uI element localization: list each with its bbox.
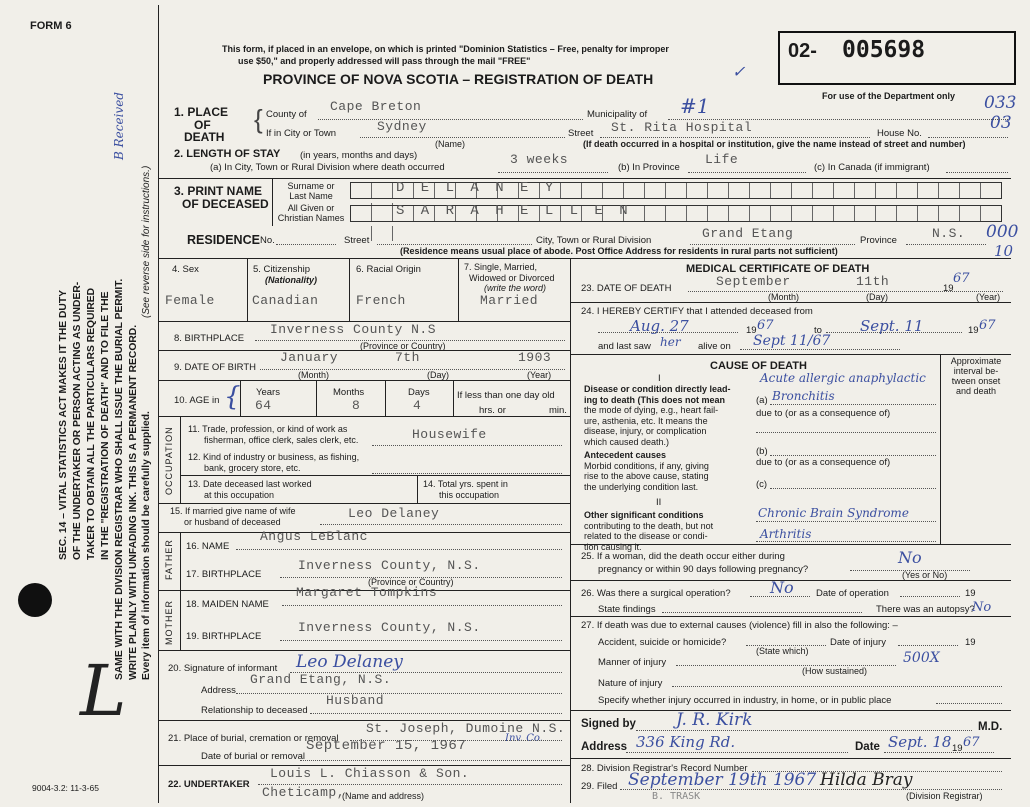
name-address-caption: (Name and address): [342, 791, 425, 801]
statute-line: WRITE PLAINLY WITH UNFADING INK. THIS IS A PERMANENT RECORD.: [128, 324, 139, 680]
burial-place-label: 21. Place of burial, cremation or removal: [168, 733, 339, 744]
label-line: this occupation: [439, 490, 500, 500]
age-brace-mark: {: [224, 382, 241, 412]
registration-number: 005698: [842, 37, 926, 63]
registrar-signature: Hilda Bray: [820, 770, 913, 790]
month-caption: (Month): [298, 370, 330, 380]
punch-hole: [18, 583, 52, 617]
birthplace-value: Inverness County N.S: [270, 322, 437, 337]
dod-month: September: [716, 274, 791, 289]
check-mark-icon: ✓: [732, 62, 746, 81]
year-prefix: 19: [965, 637, 976, 648]
see-reverse-note: (See reverse side for instructions.): [141, 165, 152, 318]
citizenship-value: Canadian: [252, 293, 319, 308]
state-findings-label: State findings: [598, 604, 656, 615]
province-country-caption: (Province or Country): [360, 341, 446, 351]
section-i: I: [658, 373, 661, 384]
year-prefix: 19: [746, 325, 757, 336]
residence-label: RESIDENCE: [187, 233, 260, 247]
length-of-stay-label: 2. LENGTH OF STAY: [174, 148, 281, 160]
residence-note: (Residence means usual place of abode. Post Office Address for residents in rural parts not sufficient): [400, 246, 838, 256]
surgical-operation-label: 26. Was there a surgical operation?: [581, 588, 731, 599]
spouse-label: [170, 506, 296, 528]
cause-a-line1: Acute allergic anaphylactic: [760, 371, 926, 385]
dod-year: 67: [953, 271, 970, 286]
house-number-label: House No.: [877, 128, 922, 139]
hospital-note: (If death occurred in a hospital or institution, give the name instead of street and number): [583, 139, 966, 149]
supplied-note: Every item of information should be carefully supplied.: [141, 411, 152, 680]
label-line: at this occupation: [204, 490, 275, 500]
date-of-operation-label: Date of operation: [816, 588, 889, 599]
statute-block-2: [113, 279, 141, 680]
other-condition-2: Arthritis: [760, 527, 812, 541]
autopsy-label: There was an autopsy?: [876, 604, 975, 615]
antecedent-label: [584, 450, 709, 492]
residence-province-label: Province: [860, 235, 897, 246]
label-line: Christian Names: [277, 213, 345, 223]
label-line: 7. Single, Married,: [464, 262, 538, 272]
father-birthplace-label: 17. BIRTHPLACE: [186, 569, 262, 580]
stay-canada-label: (c) In Canada (if immigrant): [814, 162, 930, 173]
year-prefix: 19: [968, 325, 979, 336]
physician-signature: J. R. Kirk: [676, 710, 753, 730]
label-line: the underlying condition last.: [584, 481, 699, 492]
month-caption: (Month): [768, 292, 800, 302]
physician-address: 336 King Rd.: [636, 733, 736, 751]
label-line: OF DECEASED: [182, 197, 269, 211]
burial-place-value: St. Joseph, Dumoine N.S.: [366, 721, 566, 736]
cause-a-label: (a): [756, 395, 768, 406]
undertaker-address: Cheticamp,: [262, 785, 346, 800]
label-line: tween onset: [951, 376, 1001, 386]
city-label: If in City or Town: [266, 128, 337, 139]
undertaker-value: Louis L. Chiasson & Son.: [270, 766, 470, 781]
dept-code-1: 033: [984, 93, 1017, 113]
label-line: rise to the above cause, stating: [584, 471, 709, 481]
residence-street-label: Street: [344, 235, 370, 246]
label-line: Surname or: [287, 181, 335, 191]
nationality-label: (Nationality): [265, 275, 318, 285]
informant-signature: Leo Delaney: [296, 652, 403, 672]
cause-c-label: (c): [756, 479, 768, 490]
due-to-label: due to (or as a consequence of): [756, 408, 891, 419]
surgical-operation-answer: No: [770, 578, 794, 597]
label-line: ing to death (This does not mean: [584, 394, 726, 405]
burial-date-value: September 15, 1967: [306, 738, 467, 754]
city-value: Sydney: [377, 119, 427, 134]
stay-city-value: 3 weeks: [510, 152, 569, 167]
date-of-injury-label: Date of injury: [830, 637, 886, 648]
attended-label: 24. I HEREBY CERTIFY that I attended deceased from: [581, 306, 813, 317]
label-line: 1. PLACE: [174, 105, 229, 119]
marital-status-value: Married: [480, 293, 539, 308]
father-birthplace-value: Inverness County, N.S.: [298, 558, 481, 573]
attended-to-label: to: [814, 325, 822, 336]
pregnancy-question-line2: pregnancy or within 90 days following pregnancy?: [598, 564, 809, 575]
label-line: Disease or condition directly lead-: [584, 384, 731, 394]
label-line: contributing to the death, but not: [584, 520, 714, 531]
label-line: tion causing it.: [584, 541, 642, 552]
municipality-label: Municipality of: [587, 109, 648, 120]
label-line: Approximate: [950, 356, 1002, 366]
last-saw-date: Sept 11/67: [753, 333, 831, 349]
name-caption: (Name): [435, 139, 466, 149]
months-value: 8: [352, 398, 361, 413]
signed-by-label: Signed by: [581, 718, 636, 730]
label-line: disease, injury, or complication: [584, 426, 707, 436]
label-line: interval be-: [953, 366, 999, 376]
signed-date-label: Date: [855, 741, 880, 753]
label-line: Antecedent causes: [584, 450, 667, 460]
label-line: Last Name: [289, 191, 333, 201]
days-label: Days: [408, 387, 430, 398]
citizenship-label: 5. Citizenship: [253, 264, 311, 275]
hours-label: hrs. or: [479, 405, 506, 416]
county-value: Cape Breton: [330, 99, 422, 114]
mother-name-value: Margaret Tompkins: [296, 585, 438, 600]
filed-date: September 19th 1967: [628, 770, 817, 790]
registrar-record-number-label: 28. Division Registrar's Record Number: [581, 763, 748, 774]
alive-on-label: alive on: [698, 341, 731, 352]
trade-value: Housewife: [412, 427, 487, 442]
other-condition-1: Chronic Brain Syndrome: [758, 506, 909, 520]
section-ii: II: [656, 497, 662, 508]
margin-mark: L: [80, 650, 127, 732]
racial-origin-label: 6. Racial Origin: [356, 264, 421, 275]
state-which-caption: (State which): [756, 646, 809, 656]
nature-of-injury-label: Nature of injury: [598, 678, 663, 689]
other-conditions-label: [584, 510, 713, 552]
industry-label: [188, 452, 359, 474]
statute-line: TAKER TO OBTAIN ALL THE PARTICULARS REQUIRED: [86, 287, 97, 560]
mother-birthplace-value: Inverness County, N.S.: [298, 620, 481, 635]
label-line: and death: [955, 386, 997, 396]
print-name-label: [174, 185, 269, 211]
undertaker-label: 22. UNDERTAKER: [168, 779, 250, 790]
signed-date: Sept. 18: [888, 733, 952, 751]
form-footer-code: 9004-3.2: 11-3-65: [32, 783, 99, 793]
father-name-label: 16. NAME: [186, 541, 230, 552]
form-label: FORM 6: [30, 20, 72, 32]
dob-month: January: [280, 350, 339, 365]
label-line: the mode of dying, e.g., heart fail-: [584, 405, 719, 415]
cause-of-death-title: CAUSE OF DEATH: [710, 360, 807, 372]
label-line: ure, asthenia, etc. It means the: [584, 415, 708, 426]
given-names-value: S A R A H E L L E N: [396, 203, 632, 219]
margin-note: B Received: [112, 92, 126, 160]
residence-city-label: City, Town or Rural Division: [536, 235, 652, 246]
year-prefix: 19: [952, 743, 963, 754]
burial-date-label: Date of burial or removal: [201, 751, 306, 762]
place-of-death-label: [174, 106, 228, 144]
days-value: 4: [413, 398, 422, 413]
street-value: St. Rita Hospital: [611, 120, 753, 135]
manner-of-injury-label: Manner of injury: [598, 657, 667, 668]
burial-place-note: Inv. Co.: [505, 733, 543, 744]
dod-day: 11th: [856, 274, 890, 289]
total-years-label: [423, 479, 508, 501]
stay-city-label: (a) In City, Town or Rural Division where death occurred: [210, 162, 445, 173]
cause-a-value: Bronchitis: [772, 389, 835, 403]
attended-to: Sept. 11: [860, 317, 924, 335]
autopsy-answer: No: [972, 600, 992, 615]
direct-cause-label: [584, 384, 731, 447]
label-line: 14. Total yrs. spent in: [423, 479, 508, 489]
trade-label: [188, 424, 358, 446]
label-line: 13. Date deceased last worked: [188, 479, 312, 489]
less-than-day-label: If less than one day old: [457, 390, 555, 401]
father-name-value: Angus LeBlanc: [260, 529, 368, 544]
label-line: related to the disease or condi-: [584, 531, 708, 541]
label-line: Other significant conditions: [584, 510, 704, 520]
specify-location-label: Specify whether injury occurred in industry, in home, or in public place: [598, 695, 892, 706]
relationship-label: Relationship to deceased: [201, 705, 308, 716]
statute-line: IN THE "REGISTRATION OF DEATH" AND TO FILE THE: [100, 291, 111, 560]
md-label: M.D.: [978, 721, 1003, 733]
racial-origin-value: French: [356, 293, 406, 308]
mother-birthplace-label: 19. BIRTHPLACE: [186, 631, 262, 642]
day-caption: (Day): [427, 370, 449, 380]
surname-label: [275, 181, 347, 201]
sex-label: 4. Sex: [172, 264, 199, 275]
minutes-label: min.: [549, 405, 567, 416]
medical-certificate-title: MEDICAL CERTIFICATE OF DEATH: [686, 263, 870, 275]
dept-use-label: For use of the Department only: [822, 91, 956, 101]
dod-year-prefix: 19: [943, 283, 954, 294]
form-title: PROVINCE OF NOVA SCOTIA – REGISTRATION OF DEATH: [263, 71, 654, 87]
how-sustained-caption: (How sustained): [802, 666, 868, 676]
informant-address-value: Grand Etang, N.S.: [250, 672, 392, 687]
dob-label: 9. DATE OF BIRTH: [174, 362, 256, 373]
signed-year: 67: [963, 735, 980, 750]
label-line: Widowed or Divorced: [469, 272, 555, 283]
statute-line: SAME WITH THE DIVISION REGISTRAR WHO SHALL ISSUE THE BURIAL PERMIT.: [114, 278, 125, 680]
mother-section-label: MOTHER: [164, 600, 174, 645]
year-caption: (Year): [527, 370, 552, 380]
stay-province-label: (b) In Province: [618, 162, 680, 173]
birthplace-label: 8. BIRTHPLACE: [174, 333, 245, 344]
statute-line: SEC. 14 – VITAL STATISTICS ACT MAKES IT THE DUTY: [58, 289, 69, 560]
residence-city-value: Grand Etang: [702, 226, 794, 241]
given-names-label: [275, 203, 347, 223]
postage-note-line1: This form, if placed in an envelope, on which is printed "Dominion Statistics – Free, penalty for improper: [222, 44, 669, 54]
yes-no-caption: (Yes or No): [902, 570, 948, 580]
mother-name-label: 18. MAIDEN NAME: [186, 599, 269, 610]
statute-block: [57, 282, 113, 560]
day-caption: (Day): [866, 292, 888, 302]
spouse-value: Leo Delaney: [348, 506, 440, 521]
cause-code: 500X: [903, 650, 940, 666]
dob-day: 7th: [395, 350, 420, 365]
label-line: OF: [194, 117, 211, 132]
last-saw-label: and last saw: [598, 341, 651, 352]
dob-year: 1903: [518, 350, 552, 365]
cause-b-label: (b): [756, 446, 768, 457]
label-line: 12. Kind of industry or business, as fishing,: [188, 452, 360, 462]
years-value: 64: [255, 398, 272, 413]
registration-prefix: 02-: [788, 40, 817, 62]
year-caption: (Year): [976, 292, 1001, 302]
label-line: (write the word): [484, 283, 547, 293]
label-line: 3. PRINT NAME: [174, 184, 263, 198]
interval-label: [943, 356, 1009, 396]
label-line: bank, grocery store, etc.: [204, 463, 301, 473]
occupation-section-label: OCCUPATION: [164, 426, 174, 495]
residence-code-2: 10: [994, 242, 1014, 260]
pregnancy-question-line1: 25. If a woman, did the death occur either during: [581, 551, 785, 562]
registrar-stamp: B. TRASK: [652, 791, 701, 802]
attended-from: Aug. 27: [630, 317, 689, 335]
province-country-caption: (Province or Country): [368, 577, 454, 587]
due-to-label: due to (or as a consequence of): [756, 457, 891, 468]
label-line: or husband of deceased: [184, 517, 281, 527]
brace-icon: {: [254, 104, 263, 134]
label-line: DEATH: [184, 130, 225, 144]
informant-signature-label: 20. Signature of informant: [168, 663, 278, 674]
residence-province-value: N.S.: [932, 226, 966, 241]
label-line: 11. Trade, profession, or kind of work as: [188, 424, 348, 434]
dept-code-2: 03: [990, 113, 1012, 133]
relationship-value: Husband: [326, 693, 385, 708]
label-line: All Given or: [287, 203, 335, 213]
last-worked-label: [188, 479, 312, 501]
date-of-death-label: 23. DATE OF DEATH: [581, 283, 672, 294]
years-label: Years: [256, 387, 280, 398]
length-of-stay-hint: (in years, months and days): [300, 150, 418, 161]
attended-from-year: 67: [757, 318, 774, 333]
father-section-label: FATHER: [164, 539, 174, 580]
physician-address-label: Address: [581, 741, 628, 753]
municipality-value: #1: [680, 94, 710, 118]
last-saw-pronoun: her: [660, 335, 681, 349]
statute-line: OF THE UNDERTAKER OR PERSON ACTING AS UNDER-: [72, 281, 83, 560]
surname-value: D E L A N E Y: [396, 180, 558, 196]
label-line: which caused death.): [584, 436, 670, 447]
marital-status-label: [464, 262, 555, 294]
year-prefix: 19: [965, 588, 976, 599]
attended-to-year: 67: [979, 318, 996, 333]
label-line: 15. If married give name of wife: [170, 506, 296, 516]
stay-province-value: Life: [705, 152, 739, 167]
external-causes-label: 27. If death was due to external causes (violence) fill in also the following: –: [581, 620, 898, 631]
postage-note-line2: use $50," and properly addressed will pass through the mail "FREE": [238, 56, 531, 66]
filed-label: 29. Filed: [581, 781, 618, 792]
informant-address-label: Address: [201, 685, 236, 696]
division-registrar-caption: (Division Registrar): [906, 791, 983, 801]
months-label: Months: [333, 387, 365, 398]
label-line: Morbid conditions, if any, giving: [584, 460, 709, 471]
accident-label: Accident, suicide or homicide?: [598, 637, 727, 648]
age-label: 10. AGE in: [174, 395, 220, 406]
residence-code-1: 000: [986, 222, 1019, 242]
county-label: County of: [266, 109, 307, 120]
pregnancy-answer: No: [898, 548, 922, 567]
residence-no-label: No.: [260, 235, 275, 246]
sex-value: Female: [165, 293, 215, 308]
label-line: fisherman, office clerk, sales clerk, etc.: [204, 435, 359, 445]
street-label: Street: [568, 128, 594, 139]
